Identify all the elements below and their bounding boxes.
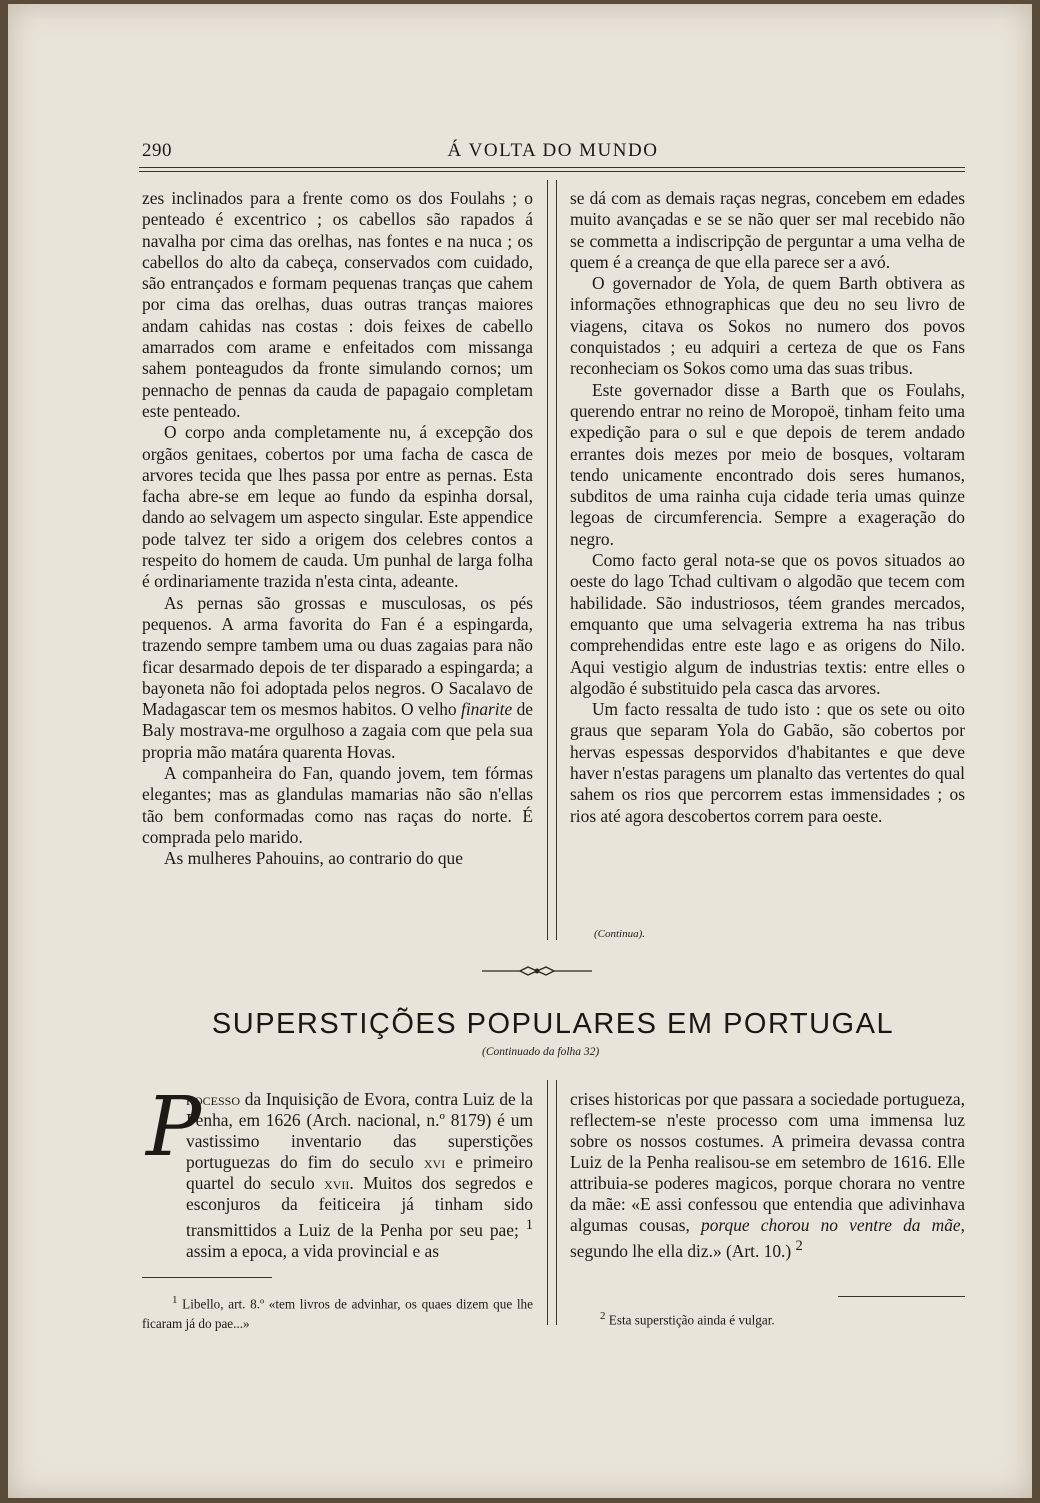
- continued-note: (Continua).: [594, 928, 646, 940]
- article-right-column: [570, 1089, 965, 1262]
- paragraph: A companheira do Fan, quando jovem, tem fórmas elegantes; mas as glandulas mamarias não são n'ellas tão bem conformadas como nas raças do norte. É comprada pelo marido.: [142, 763, 533, 847]
- paragraph: Este governador disse a Barth que os Foulahs, querendo entrar no reino de Moropoë, tinham feito uma expedição para o sul e que depois de terem andado errantes dois mezes por meio de bosques, voltaram tendo unicamente encontrado dois seres humanos, subditos de uma rainha cuja cidade teria umas quinze legoas de circumferencia. Sempre a exageração do negro.: [570, 379, 965, 549]
- journal-title: Á VOLTA DO MUNDO: [447, 140, 659, 161]
- column-divider: [547, 180, 557, 940]
- ornament-divider: [482, 963, 592, 979]
- drop-cap: P: [146, 1080, 202, 1175]
- paragraph: As pernas são grossas e musculosas, os pés pequenos. A arma favorita do Fan é a espingarda, trazendo sempre tambem uma ou duas zagaias para não ficar desarmado depois de ter disparado a espingarda; a bayoneta não foi adoptada pelos negros. O Sacalavo de Madagascar tem os mesmos habitos. O velho finarite de Baly mostrava-me orgulhoso a zagaia com que pela sua propria mão matára quarenta Hovas.: [142, 592, 533, 762]
- paragraph: O corpo anda completamente nu, á excepção dos orgãos genitaes, cobertos por uma facha de casca de arvores tecida que lhes passa por entre as pernas. Esta facha abre-se em leque ao fundo da espinha dorsal, dando ao selvagem um aspecto singular. Este appendice pode talvez ter sido a origem dos celebres contos a respeito do homem de cauda. Um punhal de larga folha é ordinariamente trazida n'esta cinta, adeante.: [142, 422, 533, 592]
- paragraph: Um facto ressalta de tudo isto : que os sete ou oito graus que separam Yola do Gabão, são cobertos por hervas espessas desporvidos d'habitantes e que deve haver n'estas paragens um planalto das vertentes do qual sahem os rios que percorrem estas immensidades ; os rios até agora descobertos correm para oeste.: [570, 699, 965, 826]
- footnote-1: $^1$ Libello, art. 8.º «tem livros de advinhar, os quaes dizem que lhe ficaram já do pae...»: [142, 1294, 533, 1332]
- paragraph: se dá com as demais raças negras, concebem em edades muito avançadas e se se não quer ser mal recebido não se commetta a indiscripção de perguntar a uma velha de quem é a creança de que ella parece ser a avó.: [570, 188, 965, 272]
- left-column: [142, 188, 533, 870]
- paragraph: Como facto geral nota-se que os povos situados ao oeste do lago Tchad cultivam o algodão que tecem com habilidade. São industriosos, téem grandes mercados, emquanto que uma selvageria extrema ha nas tribus comprehendidas entre este lago e as origens do Nilo. Aqui vestigio algum de industrias textis: entre elles o algodão é substituido pela casca das arvores.: [570, 550, 965, 698]
- page-number: 290: [142, 140, 172, 161]
- paragraph: rocesso da Inquisição de Evora, contra Luiz de la Penha, em 1626 (Arch. nacional, n.º 8179) é um vastissimo inventario das superstições portuguezas do fim do seculo xvi e primeiro quartel do seculo xvii. Muitos dos segredos e esconjuros da feiticeira já tinham sido transmittidos a Luiz de la Penha por seu pae; $^1$ assim a epoca, a vida provincial e as: [186, 1089, 533, 1261]
- footnote-rule: [142, 1277, 272, 1278]
- paragraph: zes inclinados para a frente como os dos Foulahs ; o penteado é excentrico ; os cabellos são rapados á navalha por cima das orelhas, nas fontes e na nuca ; os cabellos do alto da cabeça, conservados com cuidado, são entrançados e formam pequenas tranças que cahem por cima das orelhas, duas outras tranças maiores andam cahidas nas costas : dois feixes de cabello amarrados com arame e enfeitados com missanga sahem ponteagudos da fronte simulando cornos; um pennacho de pennas da cauda de papagaio completam este penteado.: [142, 188, 533, 421]
- footnote-2: $^2$ Esta superstição ainda é vulgar.: [600, 1310, 775, 1328]
- running-head: [142, 140, 964, 166]
- footnote-marker: 2: [795, 1238, 803, 1254]
- paragraph: O governador de Yola, de quem Barth obtivera as informações ethnographicas que deu no seu livro de viagens, citava os Sokos no numero dos povos conquistados ; eu adquiri a certeza de que os Fans reconheciam os Sokos como uma das suas tribus.: [570, 273, 965, 379]
- article-left-column: [142, 1089, 533, 1262]
- footnote-marker: 1: [525, 1217, 533, 1233]
- italic-word: finarite: [460, 699, 513, 720]
- footnote-rule: [838, 1296, 965, 1297]
- italic-quote: porque chorou no ventre da mãe,: [701, 1215, 965, 1235]
- article-title: SUPERSTIÇÕES POPULARES EM PORTUGAL: [211, 1008, 895, 1040]
- header-rule-bottom: [139, 171, 965, 172]
- paragraph: crises historicas por que passara a sociedade portugueza, reflectem-se n'este processo com uma immensa luz sobre os nossos costumes. A primeira devassa contra Luiz de la Penha realisou-se em setembro de 1616. Elle attribuia-se poderes magicos, porque chorara no ventre da mãe: «E assi confessou que entendia que adivinhava algumas cousas, porque chorou no ventre da mãe, segundo lhe ella diz.» (Art. 10.) $^2$: [570, 1089, 965, 1261]
- article-subtitle: (Continuado da folha 32): [482, 1046, 600, 1058]
- header-rule-top: [139, 167, 965, 168]
- column-divider: [547, 1080, 557, 1325]
- right-column: [570, 188, 965, 827]
- paragraph: As mulheres Pahouins, ao contrario do que: [164, 848, 463, 869]
